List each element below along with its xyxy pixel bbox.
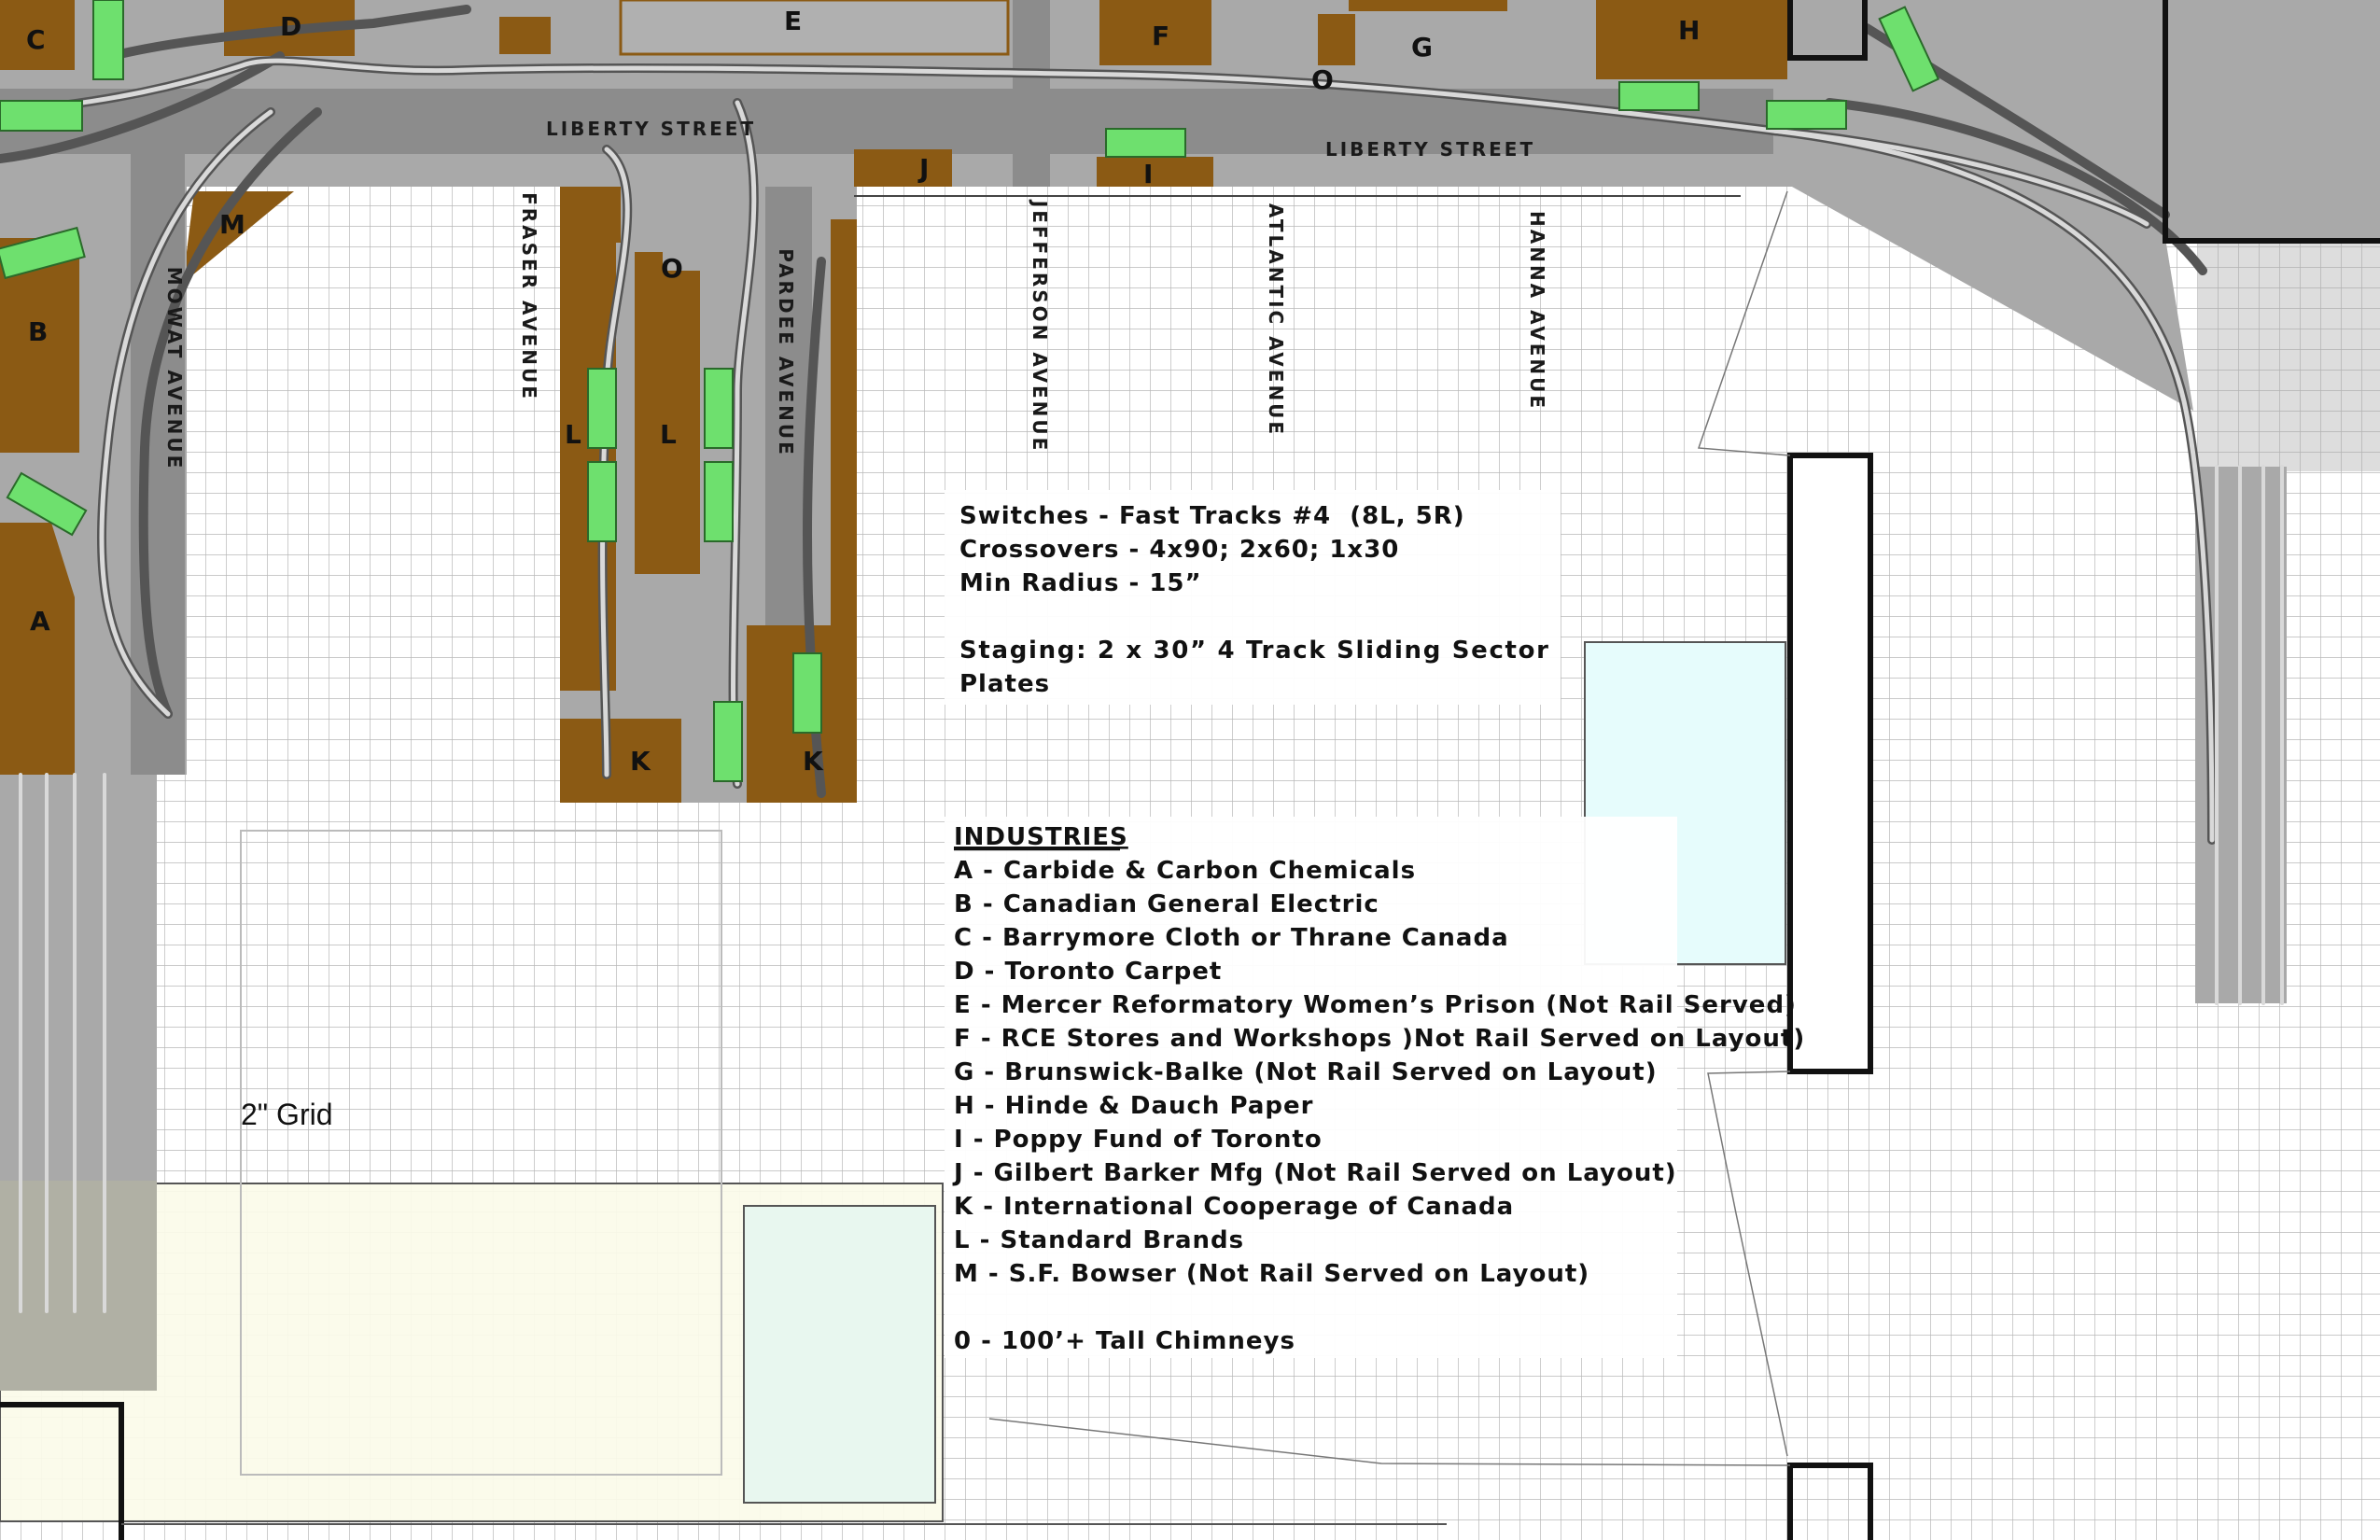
note-staging-1: Staging: 2 x 30” 4 Track Sliding Sector [959, 637, 1549, 665]
building-label-d: D [280, 11, 302, 42]
car [793, 653, 821, 733]
building-label-h: H [1678, 15, 1701, 46]
note-switches: Switches - Fast Tracks #4 (8L, 5R) [959, 502, 1465, 530]
building-i [1097, 157, 1213, 187]
industry-item: H - Hinde & Dauch Paper [954, 1092, 1314, 1120]
street-label-pardee: PARDEE AVENUE [775, 248, 797, 457]
industry-chimneys: 0 - 100’+ Tall Chimneys [954, 1327, 1295, 1355]
building-label-b: B [28, 316, 49, 347]
building-e [621, 0, 1008, 54]
car [93, 0, 123, 79]
building-label-f: F [1152, 21, 1170, 51]
road-jefferson [1013, 0, 1050, 187]
building-label-l-mid: L [660, 419, 677, 450]
street-label-atlantic: ATLANTIC AVENUE [1265, 203, 1287, 438]
building-label-a: A [30, 606, 50, 637]
street-label-hanna: HANNA AVENUE [1526, 210, 1548, 412]
industry-item: I - Poppy Fund of Toronto [954, 1126, 1323, 1154]
car [705, 369, 733, 448]
staging-right-2 [2198, 243, 2380, 471]
grid-scale-label: 2" Grid [241, 1098, 333, 1131]
note-crossovers: Crossovers - 4x90; 2x60; 1x30 [959, 536, 1400, 564]
car [588, 369, 616, 448]
building-o-chimney [1318, 14, 1355, 65]
street-label-liberty-left: LIBERTY STREET [546, 118, 757, 140]
building-fraser-top [560, 187, 621, 243]
building-label-j: J [919, 153, 930, 184]
building-label-l-left: L [565, 419, 581, 450]
industry-item: A - Carbide & Carbon Chemicals [954, 857, 1417, 885]
building-j [854, 149, 952, 187]
building-g [1349, 0, 1507, 11]
industry-item: F - RCE Stores and Workshops )Not Rail Served on Layout) [954, 1025, 1806, 1053]
street-label-mowat: MOWAT AVENUE [163, 266, 186, 471]
industry-item: D - Toronto Carpet [954, 958, 1223, 986]
building-label-e: E [784, 6, 803, 36]
building-k-left [560, 719, 681, 803]
car [0, 101, 82, 131]
note-staging-2: Plates [959, 670, 1051, 698]
building-label-k-left: K [630, 746, 651, 777]
industries-heading: INDUSTRIES [954, 823, 1128, 851]
car [1619, 82, 1699, 110]
staging-left-lower [0, 1181, 157, 1391]
note-min-radius: Min Radius - 15” [959, 569, 1202, 597]
industry-item: J - Gilbert Barker Mfg (Not Rail Served on Layout) [954, 1159, 1677, 1187]
industry-item: C - Barrymore Cloth or Thrane Canada [954, 924, 1509, 952]
building-label-o-mid: O [661, 253, 683, 284]
cyan-box-lower [744, 1206, 935, 1503]
building-label-m: M [219, 209, 245, 240]
car [714, 702, 742, 781]
car [1767, 101, 1846, 129]
building-label-c: C [26, 24, 46, 55]
industry-item: L - Standard Brands [954, 1226, 1245, 1254]
industry-item: G - Brunswick-Balke (Not Rail Served on Layout) [954, 1058, 1658, 1086]
car [1106, 129, 1185, 157]
car [588, 462, 616, 541]
industry-item: M - S.F. Bowser (Not Rail Served on Layout) [954, 1260, 1590, 1288]
building-label-k-right: K [803, 746, 823, 777]
building-label-o-top: O [1311, 64, 1334, 95]
street-label-fraser: FRASER AVENUE [518, 192, 540, 401]
street-label-liberty-right: LIBERTY STREET [1325, 138, 1536, 161]
building-label-g: G [1411, 32, 1433, 63]
building-pardee-strip [831, 219, 857, 630]
car [705, 462, 733, 541]
industry-item: K - International Cooperage of Canada [954, 1193, 1515, 1221]
street-label-jefferson: JEFFERSON AVENUE [1029, 200, 1051, 454]
industry-item: B - Canadian General Electric [954, 890, 1379, 918]
building-label-i: I [1143, 159, 1154, 189]
building-d2 [499, 17, 551, 54]
building-o-tall-top [635, 252, 663, 280]
industry-item: E - Mercer Reformatory Women’s Prison (Not Rail Served) [954, 991, 1797, 1019]
